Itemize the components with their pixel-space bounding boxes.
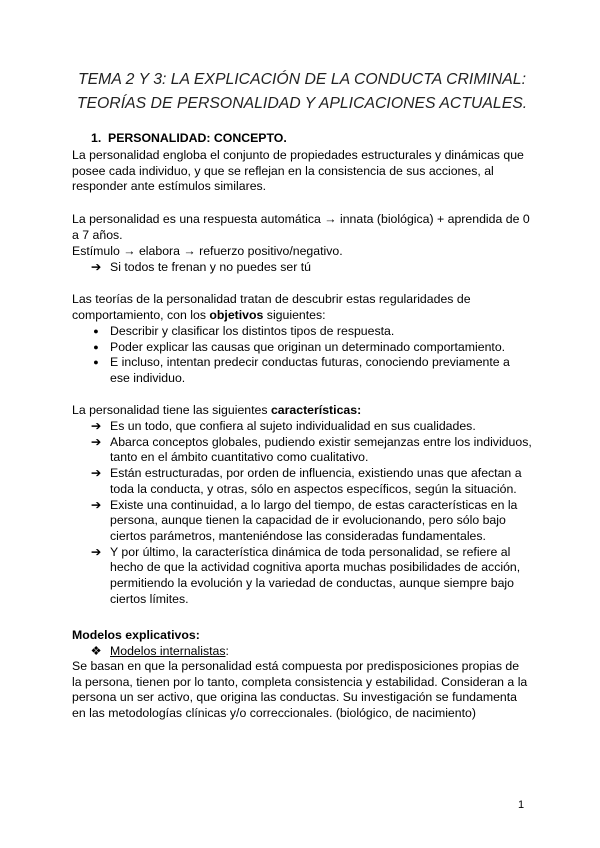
title-line-2: TEORÍAS DE PERSONALIDAD Y APLICACIONES ACTUALES. bbox=[76, 95, 528, 112]
list-item: ❖ Modelos internalistas: bbox=[72, 644, 532, 660]
models-heading: Modelos explicativos: bbox=[72, 628, 200, 642]
arrow-icon: ➔ bbox=[90, 419, 102, 433]
list-item: ➔ Y por último, la característica dinámica de toda personalidad, se refiere al hecho de que la actividad cognitiva aporta muchas posibilidades de acción, permitiendo la evolución y la variedad de conductas, aunque siempre bajo ciertos límites. bbox=[72, 545, 532, 608]
bullet-icon: ● bbox=[93, 341, 99, 352]
objectives-keyword: objetivos bbox=[209, 307, 264, 322]
section-number: 1. bbox=[91, 131, 102, 145]
bullet-icon: ● bbox=[93, 357, 99, 368]
bullet-icon: ● bbox=[93, 326, 99, 336]
automatic-response-paragraph: La personalidad es una respuesta automática → innata (biológica) + aprendida de 0 a 7 años. bbox=[72, 212, 530, 242]
list-item: ➔ Es un todo, que confiera al sujeto individualidad en sus cualidades. bbox=[72, 419, 532, 435]
document-title bbox=[72, 68, 532, 116]
list-item: ➔ Están estructuradas, por orden de influencia, existiendo unas que afectan a toda la conducta, y otras, sólo en aspectos específicos, según la situación. bbox=[72, 466, 532, 497]
arrow-icon: ➔ bbox=[90, 544, 102, 559]
characteristics-paragraph: La personalidad tiene las siguientes características: bbox=[72, 403, 362, 417]
arrow-icon: ➔ bbox=[90, 434, 102, 449]
arrow-icon: ➔ bbox=[90, 497, 102, 512]
list-item: ➔ Existe una continuidad, a lo largo del tiempo, de estas características en la persona, aunque tienen la capacidad de ir evolucionando, pero sólo bajo ciertos parámetros, manteniéndose las consideradas fundamentales. bbox=[72, 498, 532, 545]
list-item: ● E incluso, intentan predecir conductas futuras, conociendo previamente a ese individuo. bbox=[72, 355, 532, 386]
list-item: ➔ Si todos te frenan y no puedes ser tú bbox=[72, 260, 532, 276]
stimulus-paragraph: Estímulo → elabora → refuerzo positivo/negativo. bbox=[72, 244, 343, 258]
theories-paragraph: Las teorías de la personalidad tratan de descubrir estas regularidades de comportamiento, con los objetivos siguientes: bbox=[72, 292, 471, 322]
list-item: ➔ Abarca conceptos globales, pudiendo existir semejanzas entre los individuos, tanto en el ámbito cuantitativo como cualitativo. bbox=[72, 435, 532, 466]
page-number: 1 bbox=[518, 799, 525, 811]
diamond-bullet-icon: ❖ bbox=[90, 644, 102, 658]
title-line-1: TEMA 2 Y 3: LA EXPLICACIÓN DE LA CONDUCTA CRIMINAL: bbox=[78, 71, 526, 88]
objectives-list bbox=[72, 324, 532, 387]
section-heading-text: PERSONALIDAD: CONCEPTO. bbox=[108, 131, 287, 145]
internal-models-paragraph: Se basan en que la personalidad está compuesta por predisposiciones propias de la persona, tienen por lo tanto, completa consistencia y estabilidad. Consideran a la persona un ser activo, que origina las conductas. Su investigación se fundamenta en las metodologías clínicas y/o correccionales. (biológico, de nacimiento) bbox=[72, 659, 528, 721]
characteristics-keyword: características: bbox=[270, 403, 362, 417]
arrow-icon: ➔ bbox=[90, 466, 102, 481]
intro-paragraph: La personalidad engloba el conjunto de propiedades estructurales y dinámicas que posee cada individuo, y que se reflejan en la consistencia de sus acciones, al responder ante estímulos similares. bbox=[72, 148, 524, 194]
stimulus-list bbox=[72, 260, 532, 276]
arrow-icon: ➔ bbox=[90, 260, 102, 274]
section-heading bbox=[72, 131, 551, 147]
models-list bbox=[72, 644, 532, 660]
internal-models-label: Modelos internalistas bbox=[110, 644, 226, 658]
list-item: ● Poder explicar las causas que originan un determinado comportamiento. bbox=[72, 340, 532, 356]
list-item: ● Describir y clasificar los distintos tipos de respuesta. bbox=[72, 324, 532, 340]
characteristics-list bbox=[72, 419, 532, 607]
